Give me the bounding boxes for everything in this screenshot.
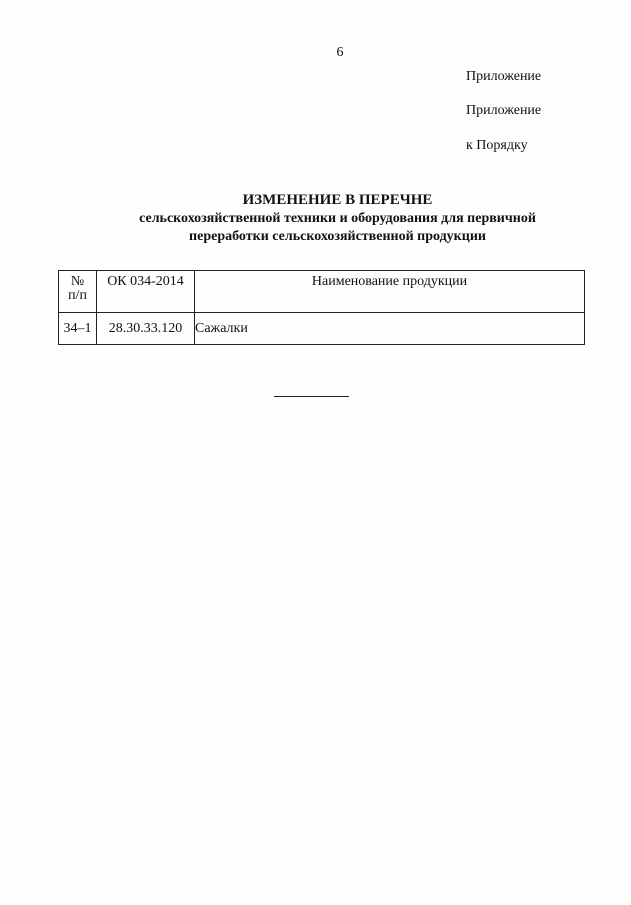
header-product-name: Наименование продукции xyxy=(195,271,585,313)
header-number-abbr: п/п xyxy=(68,288,87,303)
end-divider xyxy=(274,396,349,397)
document-subtitle-line-1: сельскохозяйственной техники и оборудования для первичной xyxy=(139,211,536,226)
cell-number: 34–1 xyxy=(59,313,97,345)
document-title: ИЗМЕНЕНИЕ В ПЕРЕЧНЕ xyxy=(242,192,433,208)
table-row xyxy=(59,313,585,345)
products-table xyxy=(58,270,585,345)
appendix-label-2: Приложение xyxy=(466,103,542,118)
appendix-label: Приложение xyxy=(466,69,542,84)
header-code: ОК 034-2014 xyxy=(97,271,195,313)
page-number: 6 xyxy=(336,45,344,60)
header-number xyxy=(59,271,97,313)
cell-product-name: Сажалки xyxy=(195,313,585,345)
appendix-reference: к Порядку xyxy=(466,138,528,153)
header-number-symbol: № xyxy=(70,274,85,289)
table-header-row xyxy=(59,271,585,313)
cell-code: 28.30.33.120 xyxy=(97,313,195,345)
document-subtitle-line-2: переработки сельскохозяйственной продукции xyxy=(189,229,486,244)
